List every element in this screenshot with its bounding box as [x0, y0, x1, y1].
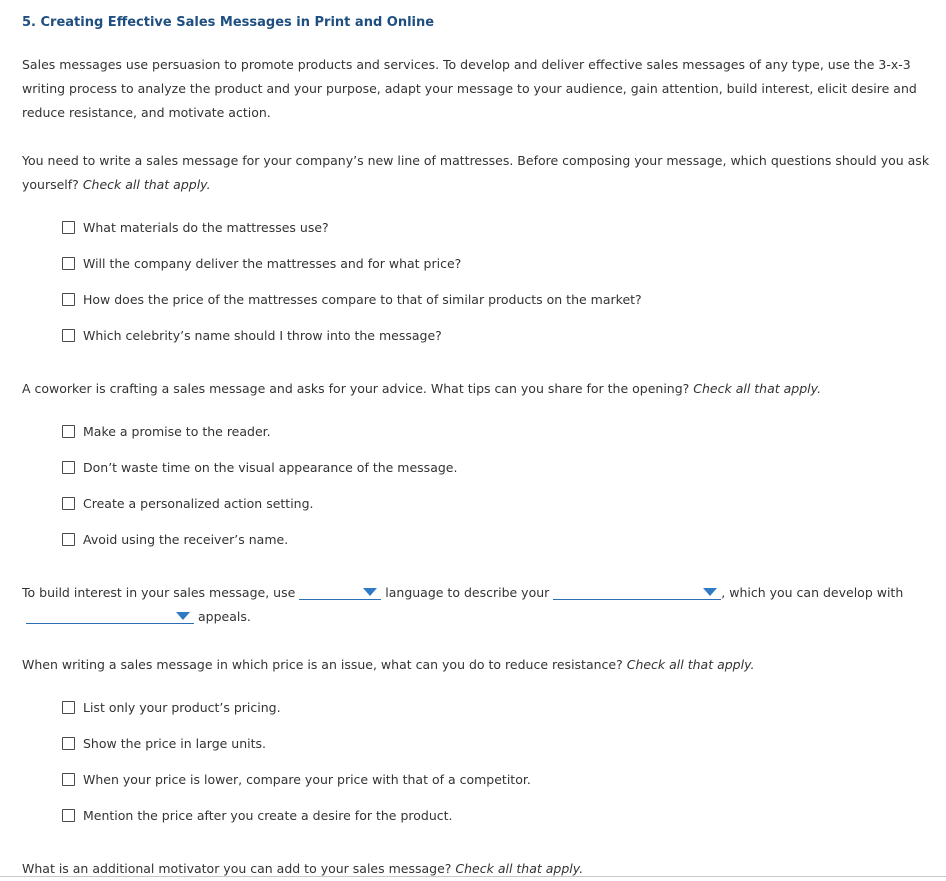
q3-part4: appeals.: [197, 609, 251, 624]
q2-option-2[interactable]: [62, 458, 457, 476]
q5-prompt-text: What is an additional motivator you can add to your sales message?: [22, 861, 452, 876]
q1-option-1[interactable]: [62, 218, 329, 236]
q4-option-3-label: When your price is lower, compare your price with that of a competitor.: [83, 771, 531, 787]
q3-part2: language to describe your: [385, 585, 550, 600]
q1-option-3-label: How does the price of the mattresses compare to that of similar products on the market?: [83, 291, 642, 307]
chevron-down-icon: [176, 612, 190, 620]
q1-option-1-label: What materials do the mattresses use?: [83, 219, 329, 235]
q1-prompt-text: You need to write a sales message for your company’s new line of mattresses. Before composing your message, which questions should you ask yourself?: [22, 153, 930, 192]
appeals-dropdown[interactable]: [26, 609, 194, 624]
q4-option-4-label: Mention the price after you create a desire for the product.: [83, 807, 453, 823]
q2-prompt-text: A coworker is crafting a sales message and asks for your advice. What tips can you share for the opening?: [22, 381, 690, 396]
q1-option-4[interactable]: [62, 326, 442, 344]
q1-option-2-label: Will the company deliver the mattresses and for what price?: [83, 255, 462, 271]
q2-option-3[interactable]: [62, 494, 314, 512]
q2-prompt: [22, 377, 932, 401]
language-dropdown[interactable]: [299, 585, 381, 600]
q2-instruction: Check all that apply.: [693, 381, 822, 396]
q1-option-2[interactable]: [62, 254, 461, 272]
q1-instruction: Check all that apply.: [82, 177, 211, 192]
q2-option-2-label: Don’t waste time on the visual appearance of the message.: [83, 459, 458, 475]
checkbox[interactable]: [62, 461, 75, 474]
checkbox[interactable]: [62, 293, 75, 306]
q2-option-1-label: Make a promise to the reader.: [83, 423, 271, 439]
q5-prompt: [22, 857, 932, 881]
checkbox[interactable]: [62, 221, 75, 234]
q1-prompt: [22, 149, 932, 197]
q4-option-1[interactable]: [62, 698, 281, 716]
describe-dropdown[interactable]: [553, 585, 721, 600]
checkbox[interactable]: [62, 773, 75, 786]
q2-option-3-label: Create a personalized action setting.: [83, 495, 314, 511]
q5-instruction: Check all that apply.: [455, 861, 584, 876]
q2-option-4[interactable]: [62, 530, 288, 548]
checkbox[interactable]: [62, 257, 75, 270]
q4-instruction: Check all that apply.: [626, 657, 755, 672]
q3-part1: To build interest in your sales message, use: [22, 585, 296, 600]
checkbox[interactable]: [62, 425, 75, 438]
q4-option-4[interactable]: [62, 806, 453, 824]
checkbox[interactable]: [62, 737, 75, 750]
chevron-down-icon: [363, 588, 377, 596]
intro-text: Sales messages use persuasion to promote products and services. To develop and deliver effective sales messages of any type, use the 3-x-3 writing process to analyze the product and your purpose, adapt your message to your audience, gain attention, build interest, elicit desire and reduce resistance, and motivate action.: [22, 57, 917, 120]
q4-option-2[interactable]: [62, 734, 266, 752]
q4-prompt: [22, 653, 932, 677]
q4-prompt-text: When writing a sales message in which price is an issue, what can you do to reduce resistance?: [22, 657, 623, 672]
q1-option-3[interactable]: [62, 290, 642, 308]
q1-option-4-label: Which celebrity’s name should I throw into the message?: [83, 327, 442, 343]
checkbox[interactable]: [62, 497, 75, 510]
q4-option-2-label: Show the price in large units.: [83, 735, 266, 751]
q3-part3: , which you can develop with: [721, 585, 904, 600]
chevron-down-icon: [703, 588, 717, 596]
q3-sentence: [22, 581, 932, 629]
q2-option-4-label: Avoid using the receiver’s name.: [83, 531, 289, 547]
q4-option-1-label: List only your product’s pricing.: [83, 699, 281, 715]
checkbox[interactable]: [62, 701, 75, 714]
checkbox[interactable]: [62, 533, 75, 546]
q2-option-1[interactable]: [62, 422, 271, 440]
checkbox[interactable]: [62, 809, 75, 822]
checkbox[interactable]: [62, 329, 75, 342]
q4-option-3[interactable]: [62, 770, 531, 788]
page-title: 5. Creating Effective Sales Messages in Print and Online: [22, 15, 435, 30]
